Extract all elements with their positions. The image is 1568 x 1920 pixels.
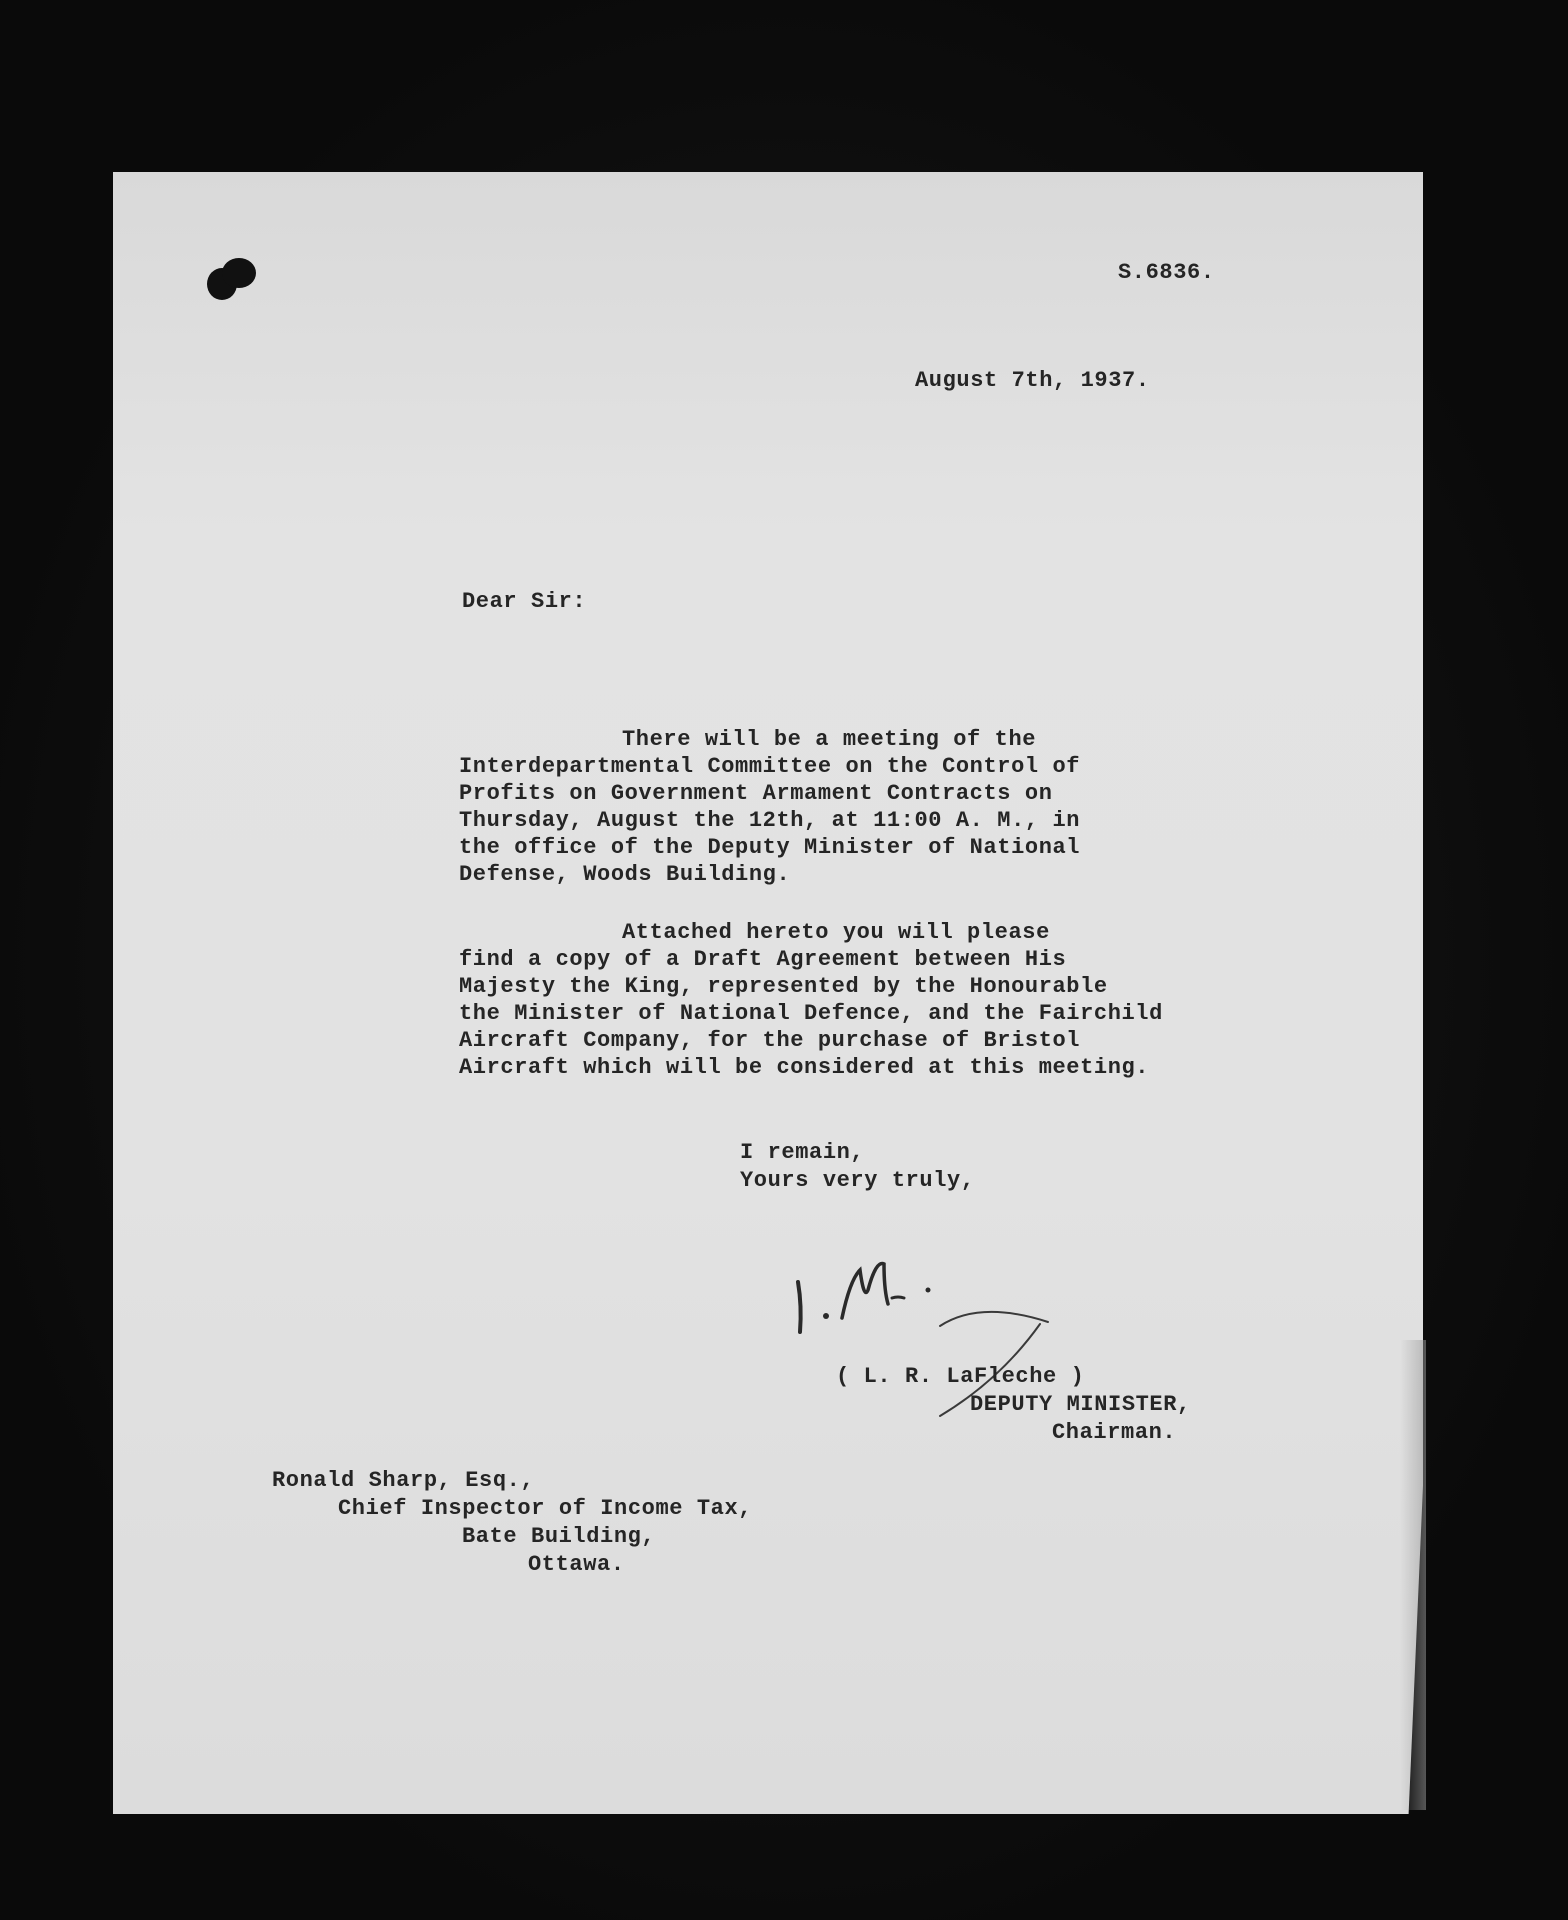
paragraph-line: Majesty the King, represented by the Honourable	[459, 974, 1108, 999]
page-edge-shadow	[1400, 1340, 1426, 1810]
paragraph-line: Defense, Woods Building.	[459, 862, 791, 887]
closing-line: I remain,	[740, 1140, 865, 1165]
paragraph-line: Profits on Government Armament Contracts on	[459, 781, 1053, 806]
signatory-name: ( L. R. LaFleche )	[836, 1364, 1085, 1389]
letter-date: August 7th, 1937.	[915, 368, 1150, 393]
recipient-position: Chief Inspector of Income Tax,	[338, 1496, 753, 1521]
paragraph-line: Interdepartmental Committee on the Control of	[459, 754, 1081, 779]
paragraph-line: Aircraft which will be considered at this meeting.	[459, 1055, 1150, 1080]
recipient-city: Ottawa.	[528, 1552, 625, 1577]
paragraph-line: find a copy of a Draft Agreement between His	[459, 947, 1067, 972]
paragraph-line: Thursday, August the 12th, at 11:00 A. M., in	[459, 808, 1081, 833]
signatory-title: DEPUTY MINISTER,	[970, 1392, 1191, 1417]
paragraph-line: There will be a meeting of the	[622, 727, 1037, 752]
paragraph-line: Aircraft Company, for the purchase of Bristol	[459, 1028, 1081, 1053]
closing-line: Yours very truly,	[740, 1168, 975, 1193]
recipient-building: Bate Building,	[462, 1524, 656, 1549]
recipient-name: Ronald Sharp, Esq.,	[272, 1468, 535, 1493]
salutation: Dear Sir:	[462, 589, 587, 614]
paragraph-line: Attached hereto you will please	[622, 920, 1050, 945]
punch-hole	[222, 258, 256, 288]
paragraph-line: the Minister of National Defence, and the Fairchild	[459, 1001, 1163, 1026]
paragraph-line: the office of the Deputy Minister of National	[459, 835, 1081, 860]
signatory-role: Chairman.	[1052, 1420, 1177, 1445]
file-reference: S.6836.	[1118, 260, 1215, 285]
